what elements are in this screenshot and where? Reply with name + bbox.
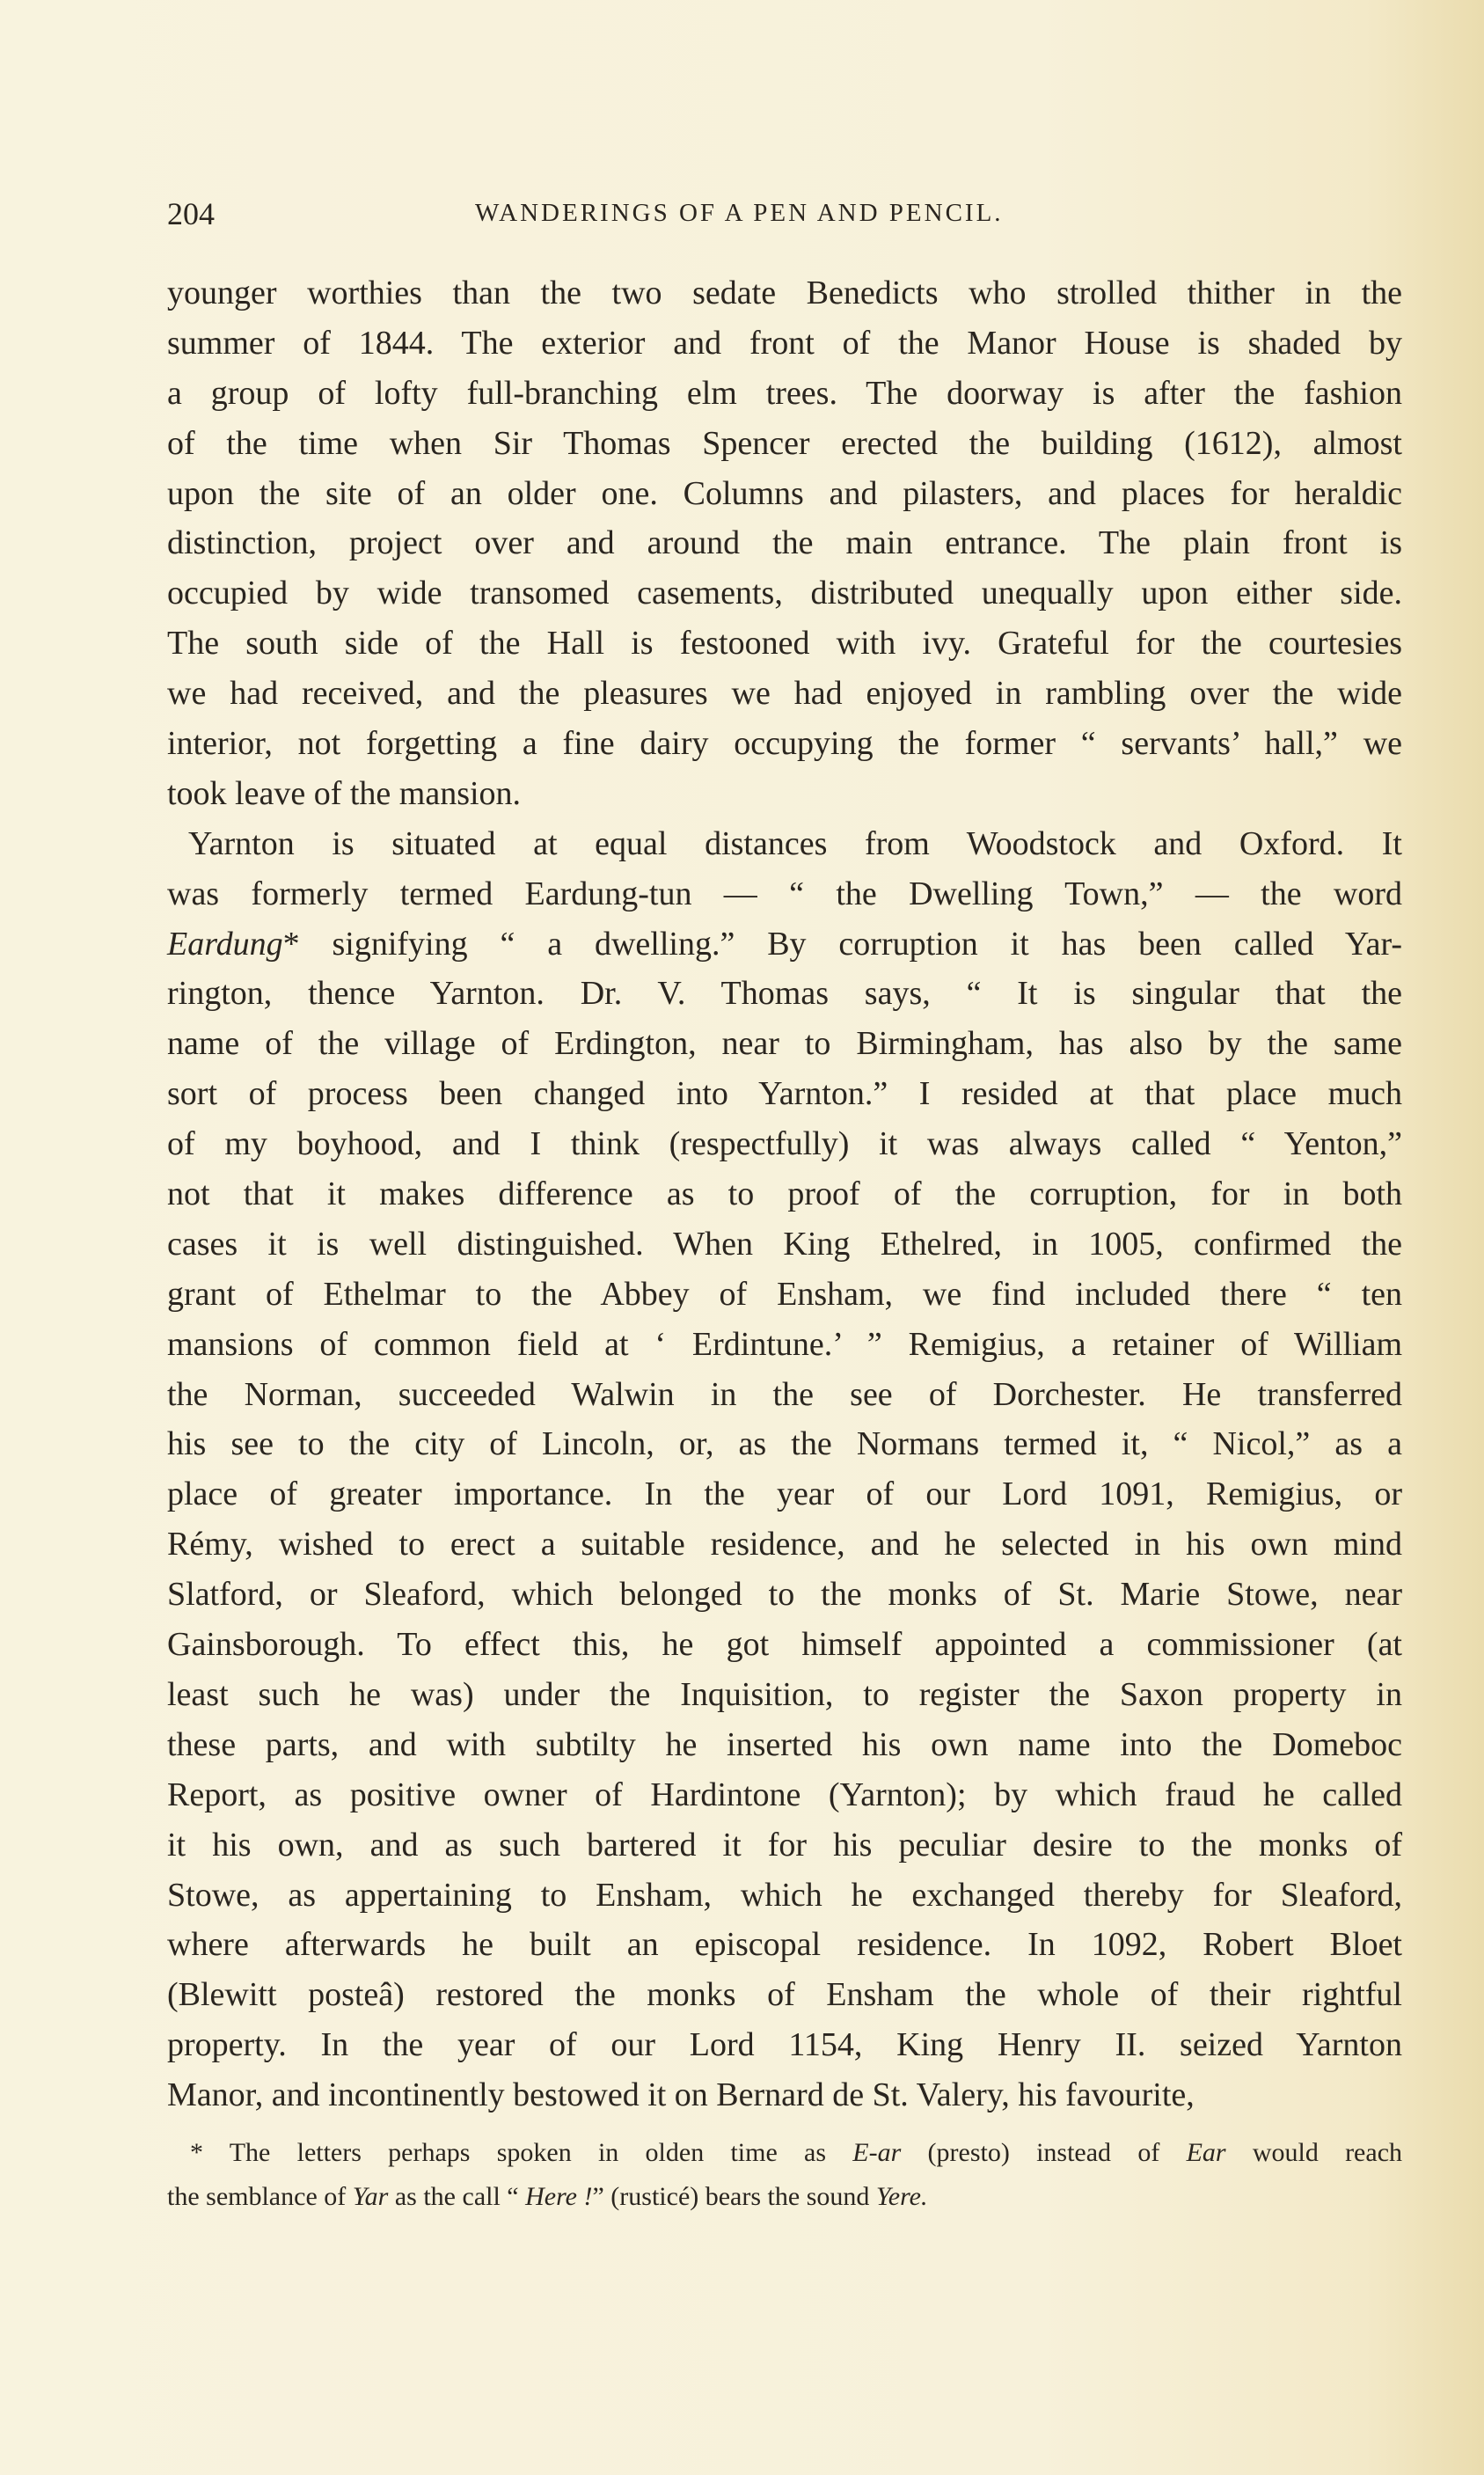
text-line: where afterwards he built an episcopal residence. In 1092, Robert Bloet <box>167 1926 1402 1964</box>
text-line: name of the village of Erdington, near to Birmingham, has also by the same <box>167 1025 1402 1063</box>
text-line: it his own, and as such bartered it for his peculiar desire to the monks of <box>167 1826 1402 1864</box>
footnote-line: the semblance of Yar as the call “ Here !” (rusticé) bears the sound Yere. <box>167 2182 928 2211</box>
text-line: a group of lofty full-branching elm trees. The doorway is after the fashion <box>167 374 1402 412</box>
text-line: grant of Ethelmar to the Abbey of Ensham, we find included there “ ten <box>167 1275 1402 1313</box>
text-line: upon the site of an older one. Columns and pilasters, and places for heraldic <box>167 474 1402 512</box>
text-line: interior, not forgetting a fine dairy occupying the former “ servants’ hall,” we <box>167 725 1402 763</box>
text-line: occupied by wide transomed casements, distributed unequally upon either side. <box>167 575 1402 612</box>
text-line: Manor, and incontinently bestowed it on Bernard de St. Valery, his favourite, <box>167 2076 1195 2114</box>
text-line: cases it is well distinguished. When King Ethelred, in 1005, confirmed the <box>167 1225 1402 1263</box>
text-line: distinction, project over and around the main entrance. The plain front is <box>167 524 1402 562</box>
text-line: of the time when Sir Thomas Spencer erected the building (1612), almost <box>167 424 1402 462</box>
text-line: younger worthies than the two sedate Benedicts who strolled thither in the <box>167 275 1402 311</box>
text-line: was formerly termed Eardung-tun — “ the Dwelling Town,” — the word <box>167 875 1402 912</box>
text-line: least such he was) under the Inquisition, to register the Saxon property in <box>167 1675 1402 1713</box>
text-line: the Norman, succeeded Walwin in the see of Dorchester. He transferred <box>167 1375 1402 1413</box>
text-line: Slatford, or Sleaford, which belonged to the monks of St. Marie Stowe, near <box>167 1576 1402 1614</box>
text-line: Report, as positive owner of Hardintone (Yarnton); by which fraud he called <box>167 1776 1402 1813</box>
text-line: sort of process been changed into Yarnton.” I resided at that place much <box>167 1075 1402 1113</box>
italic-text: Here ! <box>525 2182 593 2211</box>
text-line: Eardung* signifying “ a dwelling.” By corruption it has been called Yar- <box>167 925 1402 963</box>
body-text <box>167 268 1402 2120</box>
text-line: The south side of the Hall is festooned with ivy. Grateful for the courtesies <box>167 625 1402 663</box>
text-line: of my boyhood, and I think (respectfully) it was always called “ Yenton,” <box>167 1125 1402 1163</box>
text-line: rington, thence Yarnton. Dr. V. Thomas says, “ It is singular that the <box>167 975 1402 1013</box>
text-line: mansions of common field at ‘ Erdintune.’ ” Remigius, a retainer of William <box>167 1325 1402 1363</box>
italic-text: Yere. <box>875 2182 928 2211</box>
text-line: his see to the city of Lincoln, or, as the Normans termed it, “ Nicol,” as a <box>167 1425 1402 1463</box>
text-line: summer of 1844. The exterior and front of the Manor House is shaded by <box>167 324 1402 362</box>
text-line: Stowe, as appertaining to Ensham, which he exchanged thereby for Sleaford, <box>167 1876 1402 1914</box>
text-line: Gainsborough. To effect this, he got himself appointed a commissioner (at <box>167 1626 1402 1664</box>
text-line: (Blewitt posteâ) restored the monks of Ensham the whole of their rightful <box>167 1976 1402 2014</box>
footnote <box>167 2131 1402 2219</box>
italic-text: Ear <box>1186 2138 1226 2167</box>
text-line: not that it makes difference as to proof of the corruption, for in both <box>167 1175 1402 1213</box>
page-header <box>167 195 1402 239</box>
italic-text: Eardung <box>167 925 283 963</box>
text-line: took leave of the mansion. <box>167 774 522 812</box>
italic-text: E-ar <box>852 2138 902 2167</box>
text-line: Rémy, wished to erect a suitable residence, and he selected in his own mind <box>167 1526 1402 1563</box>
italic-text: Yar <box>352 2182 389 2211</box>
text-line: we had received, and the pleasures we had enjoyed in rambling over the wide <box>167 675 1402 713</box>
running-title: WANDERINGS OF A PEN AND PENCIL. <box>475 199 1004 227</box>
text-line: place of greater importance. In the year of our Lord 1091, Remigius, or <box>167 1475 1402 1513</box>
text-line: property. In the year of our Lord 1154, King Henry II. seized Yarnton <box>167 2026 1402 2064</box>
page-number: 204 <box>167 196 215 231</box>
text-line: Yarnton is situated at equal distances from Woodstock and Oxford. It <box>188 824 1402 862</box>
footnote-line: * The letters perhaps spoken in olden time as E-ar (presto) instead of Ear would reach <box>190 2138 1403 2167</box>
text-line: these parts, and with subtilty he inserted his own name into the Domeboc <box>167 1725 1402 1763</box>
